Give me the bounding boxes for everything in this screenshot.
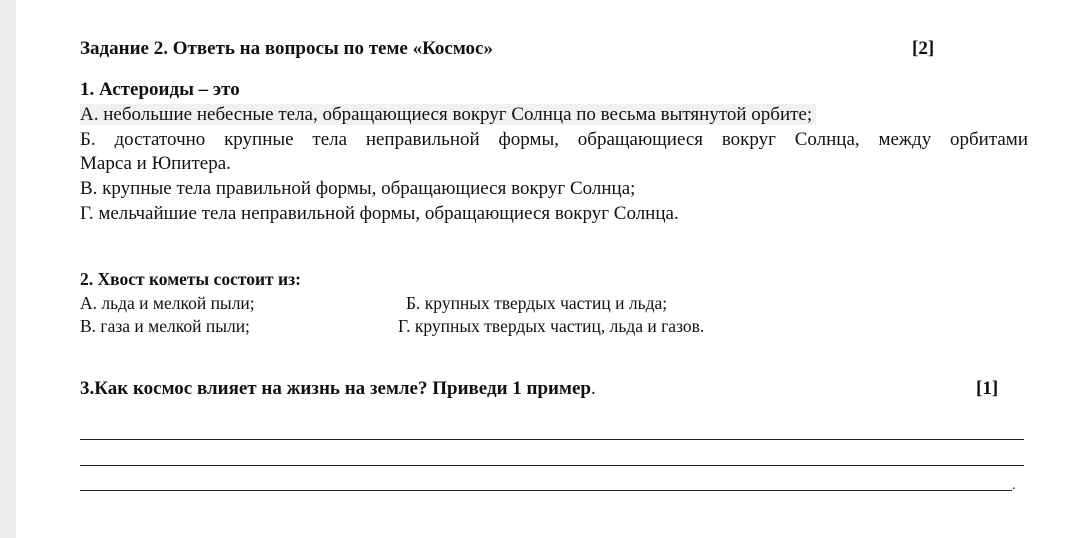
answer-line-1 xyxy=(80,439,1024,440)
answer-line-2 xyxy=(80,465,1024,466)
question-1-option-a-text: А. небольшие небесные тела, обращающиеся вокруг Солнца по весьма вытянутой орбите; xyxy=(80,104,816,125)
question-1-option-b-line-1: Б. достаточно крупные тела неправильной формы, обращающиеся вокруг Солнца, между орбитами xyxy=(80,129,1028,150)
task-title: Задание 2. Ответь на вопросы по теме «Космос» xyxy=(80,38,493,59)
question-1-option-c: В. крупные тела правильной формы, обращающиеся вокруг Солнца; xyxy=(80,178,636,199)
question-3-heading-text: 3.Как космос влияет на жизнь на земле? Приведи 1 пример xyxy=(80,378,591,399)
question-3-heading-period: . xyxy=(590,378,596,399)
question-2-option-b: Б. крупных твердых частиц и льда; xyxy=(406,293,668,313)
question-3-marks: [1] xyxy=(976,378,999,399)
question-2-heading: 2. Хвост кометы состоит из: xyxy=(80,269,301,289)
task-marks: [2] xyxy=(912,38,935,59)
question-2-option-d: Г. крупных твердых частиц, льда и газов. xyxy=(398,316,705,336)
question-2-option-c: В. газа и мелкой пыли; xyxy=(80,316,250,336)
question-1-heading: 1. Астероиды – это xyxy=(80,79,240,100)
question-1-option-a xyxy=(80,104,948,126)
worksheet-page xyxy=(16,0,1080,538)
question-3-heading xyxy=(80,378,596,400)
question-1-option-d: Г. мельчайшие тела неправильной формы, обращающиеся вокруг Солнца. xyxy=(80,203,679,224)
answer-line-3 xyxy=(80,490,1012,491)
answer-line-end-mark: . xyxy=(1012,478,1016,493)
question-1-option-b-line-2: Марса и Юпитера. xyxy=(80,153,231,174)
question-2-option-a: А. льда и мелкой пыли; xyxy=(80,293,255,313)
